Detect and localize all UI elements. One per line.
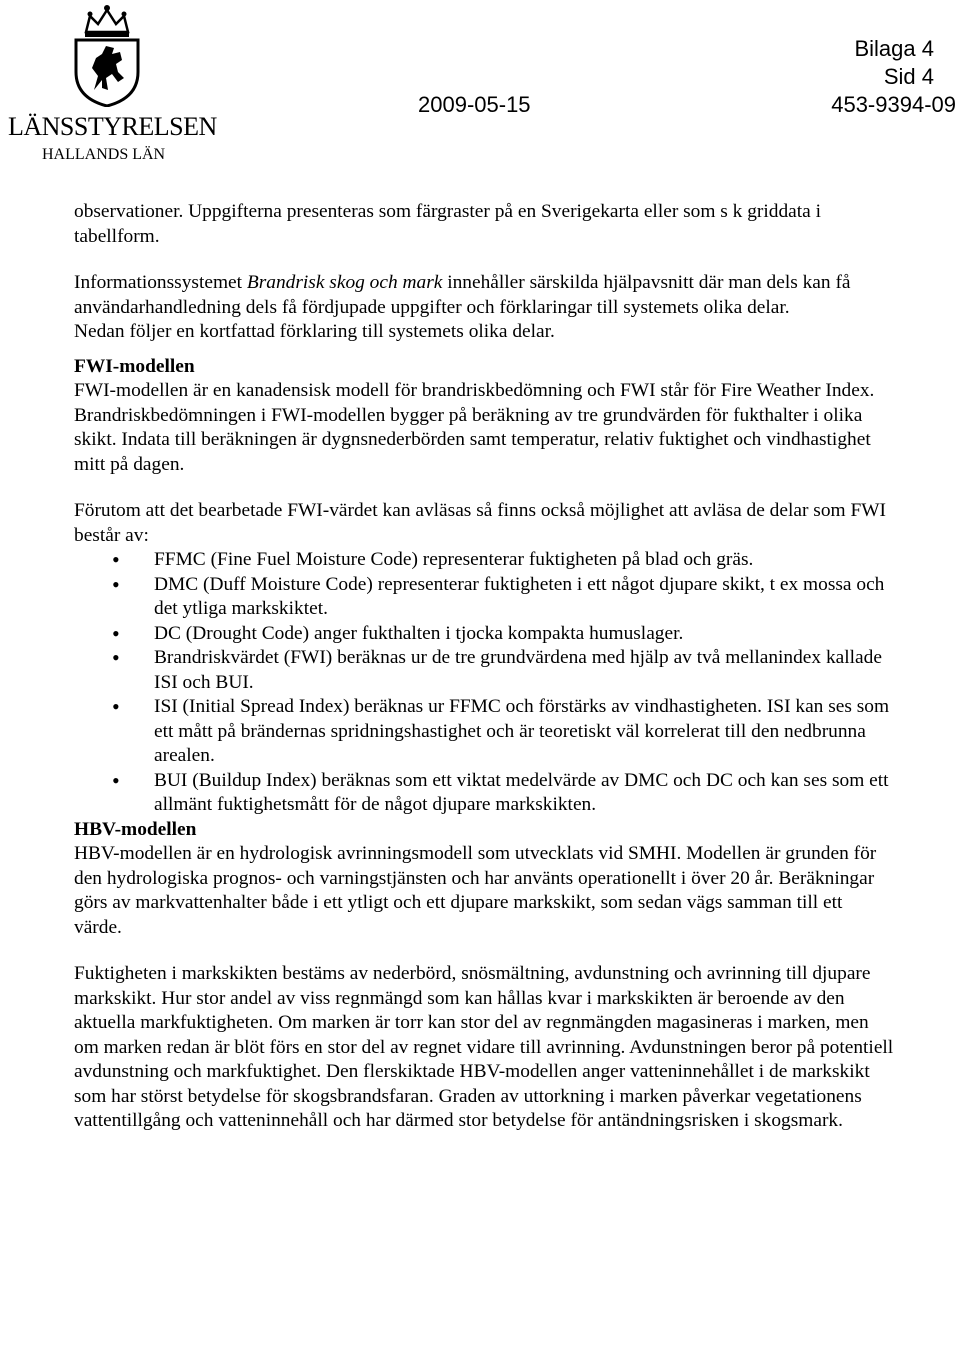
page-number: Sid 4 <box>883 64 934 89</box>
list-item: • DC (Drought Code) anger fukthalten i tjocka kompakta humuslager. <box>74 622 894 647</box>
paragraph-explanation-intro: Nedan följer en kortfattad förklaring till systemets olika delar. <box>74 321 555 342</box>
list-item: • Brandriskvärdet (FWI) beräknas ur de tre grundvärdena med hjälp av två mellanindex kallade ISI och BUI. <box>74 646 894 695</box>
hbv-moisture-description: Fuktigheten i markskikten bestäms av nederbörd, snösmältning, avdunstning och avrinning till djupare markskikt. Hur stor andel av viss regnmängd som kan hållas kvar i markskikten är beroende av den aktuella markfuktigheten. Om marken är torr kan stor del av regnmängden magasineras i marken, men om marken redan är blöt förs en stor del av regnet vidare till avrinning. Avdunstningen beror på potentiell avdunstning och markfuktighet. Den flerskiktade HBV-modellen anger vatteninnehållet i de markskikt som har störst betydelse för skogsbrandsfaran. Graden av uttorkning i marken påverkar vegetationens vattentillgång och vatteninnehåll och har därmed stor betydelse för antändningsrisken i skogsmark. <box>74 963 894 1131</box>
list-item: • BUI (Buildup Index) beräknas som ett viktat medelvärde av DMC och DC och kan ses som ett allmänt fuktighetsmått för de något djupare markskikten. <box>74 769 894 818</box>
reference-number: 453-9394-09 <box>831 92 956 117</box>
list-item: • FFMC (Fine Fuel Moisture Code) representerar fuktigheten på blad och gräs. <box>74 548 894 573</box>
fwi-heading: FWI-modellen <box>74 355 195 377</box>
fwi-components-intro: Förutom att det bearbetade FWI-värdet kan avläsas så finns också möjlighet att avläsa de delar som FWI består av: <box>74 500 886 546</box>
fwi-description: FWI-modellen är en kanadensisk modell för brandriskbedömning och FWI står för Fire Weather Index. Brandriskbedömningen i FWI-modellen bygger på beräkning av tre grundvärden för fukthalter i olika skikt. Indata till beräkningen är dygnsnederbörden samt temperatur, relativ fuktighet och vindhastighet mitt på dagen. <box>74 380 875 475</box>
document-body <box>74 200 894 1134</box>
appendix-label: Bilaga 4 <box>854 36 934 61</box>
list-item: • ISI (Initial Spread Index) beräknas ur FFMC och förstärks av vindhastigheten. ISI kan ses som ett mått på brändernas spridningshastighet och är teoretiskt väl korrelerat till den nedbrunna arealen. <box>74 695 894 769</box>
crest-icon <box>72 2 142 107</box>
fwi-components-list <box>74 548 894 818</box>
paragraph-observations: observationer. Uppgifterna presenteras som färgraster på en Sverigekarta eller som s k griddata i tabellform. <box>74 201 821 247</box>
hbv-description: HBV-modellen är en hydrologisk avrinningsmodell som utvecklats vid SMHI. Modellen är grunden för den hydrologiska prognos- och varningstjänsten och har använts operationellt i över 20 år. Beräkningar görs av markvattenhalter både i ett ytligt och ett djupare markskikt, som sedan vägs samman till ett värde. <box>74 843 877 938</box>
org-name: LÄNSSTYRELSEN <box>8 112 217 141</box>
system-name: Brandrisk skog och mark <box>246 272 443 293</box>
hbv-heading: HBV-modellen <box>74 818 197 840</box>
list-item: • DMC (Duff Moisture Code) representerar fuktigheten i ett något djupare skikt, t ex mossa och det ytliga markskiktet. <box>74 573 894 622</box>
document-date: 2009-05-15 <box>418 92 531 117</box>
agency-logo <box>4 0 217 170</box>
org-subtitle: HALLANDS LÄN <box>42 146 166 163</box>
paragraph-information-system: Informationssystemet Brandrisk skog och mark innehåller särskilda hjälpavsnitt där man dels kan få användarhandledning dels få fördjupade uppgifter och förklaringar till systemets olika delar. <box>74 272 851 318</box>
